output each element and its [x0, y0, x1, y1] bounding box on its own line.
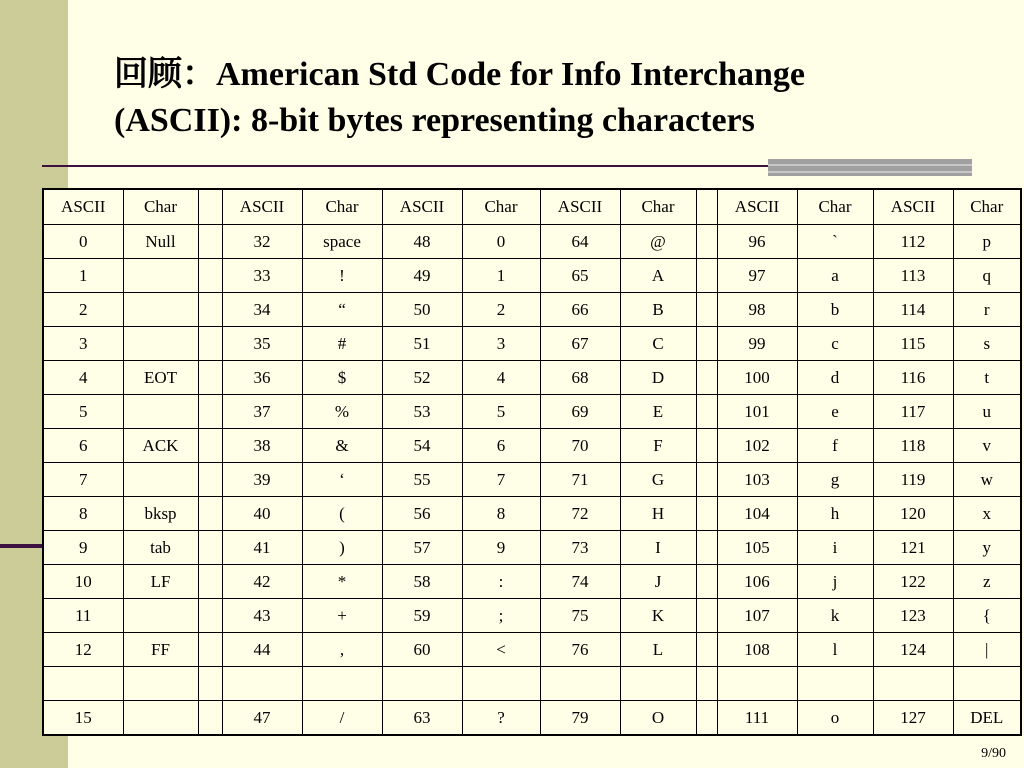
table-cell: 79: [540, 701, 620, 736]
table-cell: 57: [382, 531, 462, 565]
table-cell: %: [302, 395, 382, 429]
table-cell: r: [953, 293, 1021, 327]
table-cell: 15: [43, 701, 123, 736]
column-gap: [696, 633, 717, 667]
table-cell: 2: [462, 293, 540, 327]
column-gap: [198, 395, 222, 429]
table-cell: d: [797, 361, 873, 395]
table-cell: b: [797, 293, 873, 327]
table-cell: 47: [222, 701, 302, 736]
table-row: [43, 395, 1021, 429]
table-cell: 51: [382, 327, 462, 361]
column-gap: [696, 189, 717, 225]
table-cell: [123, 701, 198, 736]
title-line-1: 回顾：American Std Code for Info Interchange: [114, 56, 805, 93]
table-cell: t: [953, 361, 1021, 395]
column-gap: [198, 361, 222, 395]
title-line-2: (ASCII): 8-bit bytes representing characters: [114, 102, 755, 139]
table-cell: 99: [717, 327, 797, 361]
table-cell: 112: [873, 225, 953, 259]
table-cell: 60: [382, 633, 462, 667]
table-cell: w: [953, 463, 1021, 497]
table-cell: 3: [43, 327, 123, 361]
column-gap: [696, 701, 717, 736]
table-cell: 64: [540, 225, 620, 259]
table-cell: tab: [123, 531, 198, 565]
table-cell: 3: [462, 327, 540, 361]
table-row: [43, 599, 1021, 633]
table-cell: 103: [717, 463, 797, 497]
table-cell: D: [620, 361, 696, 395]
table-cell: 121: [873, 531, 953, 565]
table-cell: 48: [382, 225, 462, 259]
table-cell: 40: [222, 497, 302, 531]
table-cell: 102: [717, 429, 797, 463]
table-cell: [717, 667, 797, 701]
table-cell: <: [462, 633, 540, 667]
table-header-cell: Char: [123, 189, 198, 225]
column-gap: [696, 565, 717, 599]
column-gap: [696, 667, 717, 701]
table-cell: bksp: [123, 497, 198, 531]
column-gap: [696, 293, 717, 327]
table-cell: 38: [222, 429, 302, 463]
table-cell: 0: [43, 225, 123, 259]
table-cell: J: [620, 565, 696, 599]
column-gap: [198, 531, 222, 565]
column-gap: [198, 293, 222, 327]
table-cell: [43, 667, 123, 701]
table-cell: x: [953, 497, 1021, 531]
table-cell: g: [797, 463, 873, 497]
table-cell: 63: [382, 701, 462, 736]
table-cell: 6: [462, 429, 540, 463]
table-cell: 8: [43, 497, 123, 531]
table-row: [43, 633, 1021, 667]
column-gap: [198, 189, 222, 225]
table-cell: 32: [222, 225, 302, 259]
table-cell: 33: [222, 259, 302, 293]
table-cell: :: [462, 565, 540, 599]
table-cell: 5: [462, 395, 540, 429]
table-cell: e: [797, 395, 873, 429]
table-cell: E: [620, 395, 696, 429]
table-cell: EOT: [123, 361, 198, 395]
table-header-cell: ASCII: [873, 189, 953, 225]
table-cell: 0: [462, 225, 540, 259]
table-cell: (: [302, 497, 382, 531]
table-cell: LF: [123, 565, 198, 599]
table-cell: 8: [462, 497, 540, 531]
table-cell: ‘: [302, 463, 382, 497]
table-cell: 104: [717, 497, 797, 531]
page-number: 9/90: [981, 746, 1006, 761]
table-cell: s: [953, 327, 1021, 361]
table-cell: #: [302, 327, 382, 361]
table-cell: 59: [382, 599, 462, 633]
table-cell: +: [302, 599, 382, 633]
table-cell: ACK: [123, 429, 198, 463]
table-cell: 69: [540, 395, 620, 429]
column-gap: [696, 327, 717, 361]
table-cell: 66: [540, 293, 620, 327]
table-cell: 120: [873, 497, 953, 531]
table-cell: A: [620, 259, 696, 293]
table-cell: &: [302, 429, 382, 463]
column-gap: [198, 497, 222, 531]
table-cell: 71: [540, 463, 620, 497]
table-cell: 36: [222, 361, 302, 395]
column-gap: [198, 565, 222, 599]
table-cell: i: [797, 531, 873, 565]
column-gap: [198, 701, 222, 736]
table-row: [43, 361, 1021, 395]
table-cell: [123, 259, 198, 293]
table-cell: 9: [462, 531, 540, 565]
column-gap: [696, 225, 717, 259]
table-cell: !: [302, 259, 382, 293]
table-header-cell: ASCII: [43, 189, 123, 225]
table-cell: c: [797, 327, 873, 361]
table-cell: {: [953, 599, 1021, 633]
table-cell: 5: [43, 395, 123, 429]
table-cell: a: [797, 259, 873, 293]
table-cell: Null: [123, 225, 198, 259]
table-cell: 105: [717, 531, 797, 565]
table-cell: [123, 463, 198, 497]
table-cell: 117: [873, 395, 953, 429]
column-gap: [696, 361, 717, 395]
table-cell: 35: [222, 327, 302, 361]
table-cell: 4: [462, 361, 540, 395]
ascii-table: [42, 188, 1022, 736]
table-row: [43, 293, 1021, 327]
column-gap: [696, 259, 717, 293]
table-cell: 1: [462, 259, 540, 293]
table-cell: 106: [717, 565, 797, 599]
table-cell: H: [620, 497, 696, 531]
table-cell: 7: [43, 463, 123, 497]
table-cell: F: [620, 429, 696, 463]
table-cell: y: [953, 531, 1021, 565]
title-divider-accent: [768, 159, 972, 176]
column-gap: [198, 327, 222, 361]
table-row: [43, 225, 1021, 259]
table-cell: 72: [540, 497, 620, 531]
table-cell: DEL: [953, 701, 1021, 736]
table-row: [43, 327, 1021, 361]
table-cell: j: [797, 565, 873, 599]
table-cell: [123, 327, 198, 361]
table-cell: [797, 667, 873, 701]
table-cell: $: [302, 361, 382, 395]
table-header-cell: Char: [462, 189, 540, 225]
table-cell: 2: [43, 293, 123, 327]
table-row: [43, 463, 1021, 497]
table-cell: 107: [717, 599, 797, 633]
table-row: [43, 429, 1021, 463]
table-cell: `: [797, 225, 873, 259]
table-cell: f: [797, 429, 873, 463]
table-header-row: [43, 189, 1021, 225]
table-cell: 9: [43, 531, 123, 565]
table-cell: 42: [222, 565, 302, 599]
table-header-cell: ASCII: [222, 189, 302, 225]
table-cell: *: [302, 565, 382, 599]
table-cell: 12: [43, 633, 123, 667]
table-cell: 67: [540, 327, 620, 361]
table-cell: k: [797, 599, 873, 633]
table-cell: 11: [43, 599, 123, 633]
table-cell: [873, 667, 953, 701]
table-header-cell: ASCII: [382, 189, 462, 225]
table-cell: h: [797, 497, 873, 531]
table-cell: ): [302, 531, 382, 565]
table-header-cell: ASCII: [717, 189, 797, 225]
table-cell: 96: [717, 225, 797, 259]
column-gap: [198, 667, 222, 701]
table-cell: q: [953, 259, 1021, 293]
column-gap: [696, 395, 717, 429]
column-gap: [696, 531, 717, 565]
column-gap: [696, 429, 717, 463]
table-row: [43, 565, 1021, 599]
table-cell: [953, 667, 1021, 701]
table-row: [43, 701, 1021, 736]
table-cell: G: [620, 463, 696, 497]
table-cell: [123, 667, 198, 701]
table-cell: 65: [540, 259, 620, 293]
table-cell: 49: [382, 259, 462, 293]
table-cell: [462, 667, 540, 701]
table-cell: o: [797, 701, 873, 736]
column-gap: [696, 497, 717, 531]
table-cell: p: [953, 225, 1021, 259]
table-cell: space: [302, 225, 382, 259]
table-cell: z: [953, 565, 1021, 599]
column-gap: [198, 633, 222, 667]
table-cell: 34: [222, 293, 302, 327]
column-gap: [696, 463, 717, 497]
table-cell: [123, 599, 198, 633]
table-cell: @: [620, 225, 696, 259]
table-cell: l: [797, 633, 873, 667]
table-cell: 75: [540, 599, 620, 633]
table-cell: L: [620, 633, 696, 667]
table-header-cell: Char: [953, 189, 1021, 225]
table-cell: 10: [43, 565, 123, 599]
table-cell: 123: [873, 599, 953, 633]
table-cell: ;: [462, 599, 540, 633]
table-cell: |: [953, 633, 1021, 667]
table-cell: O: [620, 701, 696, 736]
column-gap: [198, 429, 222, 463]
table-cell: 6: [43, 429, 123, 463]
table-cell: 97: [717, 259, 797, 293]
table-cell: I: [620, 531, 696, 565]
table-cell: v: [953, 429, 1021, 463]
table-cell: [302, 667, 382, 701]
table-cell: 54: [382, 429, 462, 463]
table-cell: 116: [873, 361, 953, 395]
table-row: [43, 259, 1021, 293]
table-cell: /: [302, 701, 382, 736]
slide-title: [114, 52, 994, 144]
table-cell: [222, 667, 302, 701]
table-cell: 100: [717, 361, 797, 395]
table-cell: 44: [222, 633, 302, 667]
table-cell: 127: [873, 701, 953, 736]
table-cell: 7: [462, 463, 540, 497]
table-cell: ?: [462, 701, 540, 736]
column-gap: [198, 225, 222, 259]
table-cell: [540, 667, 620, 701]
table-cell: 52: [382, 361, 462, 395]
table-cell: 43: [222, 599, 302, 633]
table-cell: 122: [873, 565, 953, 599]
column-gap: [198, 259, 222, 293]
table-cell: 73: [540, 531, 620, 565]
table-cell: 58: [382, 565, 462, 599]
table-header-cell: ASCII: [540, 189, 620, 225]
table-cell: 124: [873, 633, 953, 667]
table-cell: C: [620, 327, 696, 361]
table-header-cell: Char: [302, 189, 382, 225]
table-cell: [382, 667, 462, 701]
table-cell: 108: [717, 633, 797, 667]
table-cell: 115: [873, 327, 953, 361]
table-cell: ,: [302, 633, 382, 667]
table-header-cell: Char: [620, 189, 696, 225]
table-cell: 101: [717, 395, 797, 429]
table-cell: 74: [540, 565, 620, 599]
table-cell: B: [620, 293, 696, 327]
table-cell: 118: [873, 429, 953, 463]
table-cell: “: [302, 293, 382, 327]
table-cell: u: [953, 395, 1021, 429]
table-cell: 1: [43, 259, 123, 293]
table-cell: 70: [540, 429, 620, 463]
table-row: [43, 497, 1021, 531]
table-cell: FF: [123, 633, 198, 667]
table-cell: 41: [222, 531, 302, 565]
table-cell: 56: [382, 497, 462, 531]
table-row: [43, 531, 1021, 565]
table-cell: 76: [540, 633, 620, 667]
column-gap: [198, 463, 222, 497]
table-cell: 50: [382, 293, 462, 327]
table-cell: 119: [873, 463, 953, 497]
table-header-cell: Char: [797, 189, 873, 225]
table-cell: 114: [873, 293, 953, 327]
table-cell: 111: [717, 701, 797, 736]
table-cell: [620, 667, 696, 701]
table-cell: 37: [222, 395, 302, 429]
table-cell: 4: [43, 361, 123, 395]
table-cell: [123, 395, 198, 429]
table-row: [43, 667, 1021, 701]
table-cell: 39: [222, 463, 302, 497]
table-cell: 55: [382, 463, 462, 497]
table-cell: 53: [382, 395, 462, 429]
table-cell: 98: [717, 293, 797, 327]
column-gap: [696, 599, 717, 633]
table-cell: 113: [873, 259, 953, 293]
table-cell: 68: [540, 361, 620, 395]
column-gap: [198, 599, 222, 633]
table-cell: K: [620, 599, 696, 633]
table-cell: [123, 293, 198, 327]
